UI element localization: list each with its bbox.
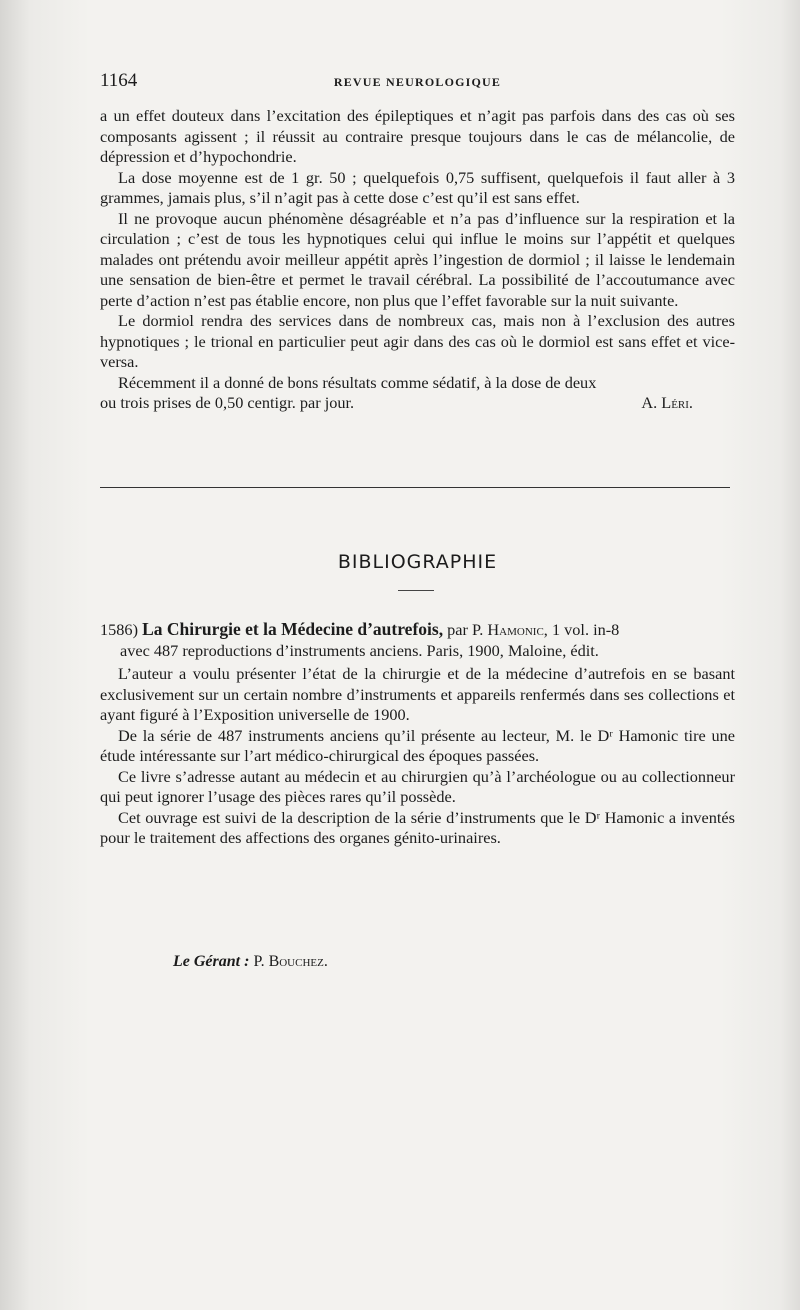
paragraph: De la série de 487 instruments anciens qu’il présente au lecteur, M. le Dʳ Hamonic tire une étude intéressante sur l’art médico-chirurgical des époques passées. [100, 725, 735, 765]
entry-details-1: , 1 vol. in-8 [543, 620, 620, 639]
entry-number: 1586) [100, 620, 138, 639]
entry-heading [100, 619, 735, 641]
paragraph: Il ne provoque aucun phénomène désagréable et n’a pas d’influence sur la respiration et la circulation ; c’est de tous les hypnotiques celui qui influe le moins sur l’appétit et quelques malades ont prétendu avoir meilleur appétit après l’ingestion de dormiol ; il laisse le lendemain une sensation de bien-être et permet le travail cérébral. La possibilité de l’accoutumance avec perte d’action n’est pas établie encore, non plus que l’effet favorable sur la nuit suivante. [100, 208, 735, 310]
paragraph: L’auteur a voulu présenter l’état de la chirurgie et de la médecine d’autrefois en se basant exclusivement sur un certain nombre d’instruments et appareils renfermés dans ses collections et ayant figuré à l’Exposition universelle de 1900. [100, 664, 735, 724]
publisher-credit [173, 953, 328, 971]
article-continuation [100, 106, 735, 414]
entry-details-2: avec 487 reproductions d’instruments anciens. Paris, 1900, Maloine, édit. [120, 640, 599, 660]
running-header [100, 70, 735, 96]
gerant-label: Le Gérant : [173, 953, 250, 970]
entry-title: La Chirurgie et la Médecine d’autrefois, [142, 619, 444, 639]
bibliography-entry [100, 619, 735, 849]
signature-line [100, 393, 735, 414]
section-divider [100, 487, 730, 488]
journal-title: REVUE NEUROLOGIQUE [333, 75, 502, 89]
paragraph: Récemment il a donné de bons résultats comme sédatif, à la dose de deux [118, 372, 597, 392]
paragraph: Cet ouvrage est suivi de la description de la série d’instruments que le Dʳ Hamonic a inventés pour le traitement des affections des organes génito-urinaires. [100, 807, 735, 847]
entry-author: Hamonic [487, 620, 544, 639]
paragraph: Le dormiol rendra des services dans de nombreux cas, mais non à l’exclusion des autres hypnotiques ; le trional en particulier peut agir dans des cas où le dormiol est sans effet et vice-versa. [100, 311, 735, 371]
author-signature: A. Léri. [641, 393, 693, 412]
paragraph: a un effet douteux dans l’excitation des épileptiques et n’agit pas parfois dans des cas où ses composants agissent ; il réussit au contraire presque toujours dans le cas de mélancolie, de dépression et d’hypochondrie. [100, 106, 735, 166]
last-line: ou trois prises de 0,50 centigr. par jour. [100, 393, 355, 412]
gerant-name: P. Bouchez. [253, 953, 328, 970]
title-underline [398, 590, 434, 591]
paragraph: Ce livre s’adresse autant au médecin et au chirurgien qu’à l’archéologue ou au collectionneur qui peut ignorer l’usage des pièces rares qu’il possède. [100, 766, 735, 806]
author-prefix: par P. [447, 620, 484, 639]
paragraph: La dose moyenne est de 1 gr. 50 ; quelquefois 0,75 suffisent, quelquefois il faut aller à 3 grammes, jamais plus, s’il n’agit pas à cette dose c’est qu’il est sans effet. [100, 167, 735, 207]
page-number: 1164 [100, 70, 138, 91]
section-title: BIBLIOGRAPHIE [337, 551, 498, 573]
